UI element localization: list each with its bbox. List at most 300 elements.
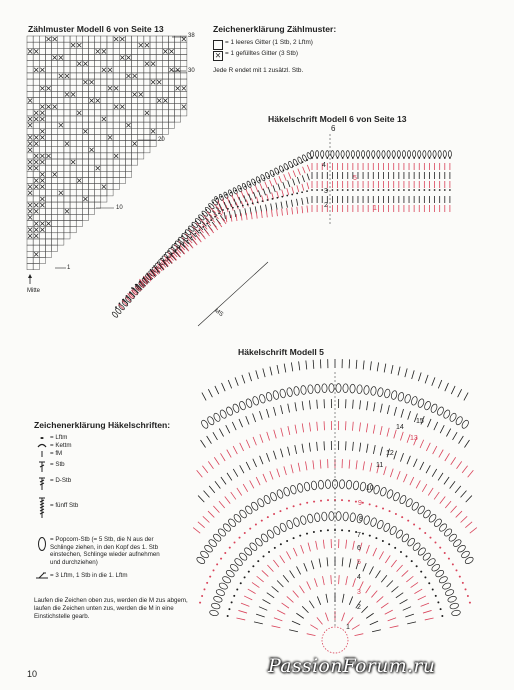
diag5-stitch-ring-7 <box>293 505 295 507</box>
diag5-stitch-ring-3 <box>256 614 265 617</box>
diag5-stitch-ring-9 <box>213 506 219 513</box>
diag5-stitch-ring-10 <box>273 451 276 460</box>
diag5-stitch-ring-8 <box>222 523 232 533</box>
diag5-stitch-ring-11 <box>451 457 456 465</box>
diag5-stitch-ring-7 <box>401 516 403 518</box>
diag5-stitch-ring-2 <box>377 596 384 602</box>
diag5-stitch-ring-10 <box>209 486 215 493</box>
diag5-stitch-ring-13 <box>436 406 444 416</box>
legend-row-stb: = Stb <box>34 461 168 473</box>
grid-row-label-30: 30 <box>188 68 195 74</box>
diag5-stitch-ring-14 <box>363 361 364 370</box>
diag5-stitch-ring-7 <box>206 582 208 584</box>
chain-stitch-icon <box>34 434 50 442</box>
diag5-stitch-ring-12 <box>281 405 283 414</box>
diag5-stitch-ring-13 <box>265 392 272 402</box>
diag5-stitch-ring-4 <box>238 610 247 613</box>
diag5-stitch-ring-7 <box>395 513 397 515</box>
diag5-stitch-ring-11 <box>439 450 443 458</box>
diag5-stitch-ring-11 <box>387 428 389 437</box>
diag5-stitch-ring-1 <box>372 630 381 632</box>
diag5-stitch-ring-13 <box>307 385 313 394</box>
diag5-stitch-ring-7 <box>273 513 275 515</box>
diag5-stitch-ring-12 <box>213 432 218 440</box>
diag5-stitch-ring-5 <box>280 543 282 545</box>
diag5-stitch-ring-6 <box>307 514 314 524</box>
diag5-stitch-ring-2 <box>381 603 388 608</box>
diag5-stitch-ring-6 <box>209 609 219 616</box>
diag5-stitch-ring-1 <box>362 606 368 612</box>
diag5-stitch-ring-6 <box>445 589 455 597</box>
diag5-stitch-ring-5 <box>420 571 422 573</box>
diag5-stitch-ring-12 <box>295 402 296 411</box>
diag5-stitch-ring-9 <box>440 496 445 503</box>
diag5-stitch-ring-13 <box>384 389 391 399</box>
diag5-stitch-ring-14 <box>438 380 441 388</box>
diag5-stitch-ring-3 <box>403 607 411 611</box>
diag5-stitch-ring-11 <box>240 443 244 451</box>
diag5-stitch-ring-4 <box>423 610 432 613</box>
diag5-stitch-ring-13 <box>245 398 253 408</box>
diag5-row-6: 6 <box>357 545 361 552</box>
diag5-stitch-ring-7 <box>229 547 231 549</box>
diag5-stitch-ring-14 <box>398 367 400 376</box>
diag5-stitch-ring-9 <box>219 501 225 508</box>
diag5-stitch-ring-1 <box>370 621 378 625</box>
diag5-stitch-ring-10 <box>204 491 210 498</box>
diag5-stitch-ring-2 <box>346 576 348 585</box>
diag5-stitch-ring-10 <box>366 444 367 453</box>
legend-row-lftm: = Lftm <box>34 434 168 442</box>
diag6-row-2: 2 <box>324 202 328 209</box>
diag5-stitch-ring-4 <box>241 603 249 606</box>
diag5-stitch-ring-10 <box>426 465 430 473</box>
diag5-stitch-ring-1 <box>292 621 300 625</box>
diag5-stitch-ring-10 <box>280 449 282 458</box>
diag5-stitch-ring-14 <box>306 361 307 370</box>
diag5-row-5: 5 <box>357 559 361 566</box>
quintuple-treble-icon <box>34 497 50 519</box>
diag5-stitch-ring-5 <box>327 529 329 531</box>
diag5-stitch-ring-1 <box>309 601 314 609</box>
diag6-ms-label: MS <box>213 307 224 319</box>
diag5-stitch-ring-3 <box>375 571 380 579</box>
diag5-stitch-ring-6 <box>286 520 294 530</box>
diag5-stitch-ring-13 <box>279 389 286 399</box>
diag6-row-3: 3 <box>324 188 328 195</box>
stitch-legend-title: Zeichenerklärung Häkelschriften: <box>34 420 171 430</box>
diag5-stitch-ring-7 <box>467 595 469 597</box>
diag5-stitch-ring-10 <box>407 456 410 464</box>
diag5-stitch-ring-13 <box>293 386 299 395</box>
diag5-stitch-ring-13 <box>404 394 412 404</box>
grid-row-label-38: 38 <box>188 33 195 39</box>
diag5-stitch-ring-3 <box>400 600 408 604</box>
diag5-stitch-ring-14 <box>412 370 415 379</box>
diag5-stitch-ring-9 <box>231 492 236 499</box>
grid-legend-note: Jede R endet mit 1 zusätzl. Stb. <box>213 67 304 74</box>
diag5-stitch-ring-12 <box>232 422 236 430</box>
diag5-stitch-ring-11 <box>426 443 430 451</box>
diag5-stitch-ring-5 <box>252 565 254 567</box>
diag5-stitch-ring-11 <box>433 446 437 454</box>
diag5-stitch-ring-2 <box>371 591 377 598</box>
diag5-stitch-ring-5 <box>432 588 434 590</box>
diag5-stitch-ring-13 <box>343 384 349 393</box>
diag5-stitch-ring-12 <box>374 402 375 411</box>
diag5-stitch-ring-14 <box>208 389 212 397</box>
diag5-stitch-ring-5 <box>441 615 443 617</box>
diag5-stitch-ring-6 <box>376 520 384 530</box>
diag5-stitch-ring-12 <box>440 425 444 433</box>
diag5-stitch-ring-11 <box>220 453 225 461</box>
diag5-stitch-ring-7 <box>213 569 215 571</box>
diag5-stitch-ring-12 <box>394 407 396 416</box>
diag5-stitch-ring-11 <box>373 425 375 434</box>
diag5-stitch-ring-9 <box>203 516 210 522</box>
diag5-stitch-ring-3 <box>381 575 387 582</box>
diag5-stitch-ring-14 <box>464 393 468 401</box>
diag5-stitch-ring-7 <box>216 563 218 565</box>
diag5-stitch-ring-5 <box>228 608 230 610</box>
diag5-stitch-ring-14 <box>284 364 286 373</box>
diag5-stitch-ring-14 <box>249 373 252 382</box>
diag5-stitch-ring-9 <box>237 488 242 496</box>
diag5-stitch-ring-2 <box>385 610 393 614</box>
diag5-stitch-ring-6 <box>211 602 221 609</box>
diag5-stitch-ring-0 <box>325 613 328 621</box>
diag5-stitch-ring-13 <box>315 384 321 393</box>
diag5-stitch-ring-10 <box>380 447 382 456</box>
diag5-stitch-ring-6 <box>329 512 334 521</box>
diag5-stitch-ring-7 <box>286 507 288 509</box>
diag5-row-7: 7 <box>357 532 361 539</box>
diagram6-title: Häkelschrift Modell 6 von Seite 13 <box>268 114 407 124</box>
diag5-stitch-ring-13 <box>370 386 376 395</box>
diag5-stitch-ring-7 <box>419 528 421 530</box>
diag5-stitch-ring-1 <box>326 594 328 603</box>
diag5-stitch-ring-5 <box>313 531 315 533</box>
diag5-stitch-ring-5 <box>268 551 270 553</box>
diag5-stitch-ring-5 <box>231 601 233 603</box>
diag5-stitch-ring-3 <box>363 563 366 571</box>
diag5-stitch-ring-2 <box>287 596 294 602</box>
diag5-stitch-ring-13 <box>329 384 334 393</box>
diag5-stitch-ring-9 <box>397 471 400 479</box>
diag5-stitch-ring-7 <box>459 576 461 578</box>
diag5-stitch-ring-5 <box>388 543 390 545</box>
diag5-stitch-ring-14 <box>405 368 407 377</box>
diag5-stitch-ring-10 <box>444 477 449 484</box>
diag5-stitch-ring-8 <box>212 533 222 543</box>
diag5-stitch-ring-11 <box>400 432 403 441</box>
diag5-stitch-ring-5 <box>428 582 430 584</box>
diag5-stitch-ring-10 <box>240 465 244 473</box>
diag5-stitch-ring-7 <box>306 502 308 504</box>
diag5-stitch-ring-10 <box>233 469 238 477</box>
diag5-stitch-ring-13 <box>363 385 369 394</box>
diag5-stitch-ring-13 <box>225 406 233 416</box>
diag5-stitch-ring-3 <box>349 559 351 568</box>
diag5-stitch-ring-10 <box>420 462 424 470</box>
diag5-stitch-ring-4 <box>425 618 434 620</box>
diag5-stitch-ring-7 <box>320 500 322 502</box>
diag5-stitch-ring-10 <box>253 459 257 467</box>
diag5-stitch-ring-8 <box>438 523 448 533</box>
diagram5-title: Häkelschrift Modell 5 <box>238 347 324 357</box>
popcorn-icon <box>34 536 50 552</box>
legend-row-kettm: = Kettm <box>34 442 168 450</box>
diag5-stitch-ring-3 <box>296 566 300 574</box>
diag5-stitch-ring-11 <box>302 423 303 432</box>
diag5-stitch-ring-9 <box>445 501 451 508</box>
diag5-stitch-ring-11 <box>457 461 462 468</box>
diag5-stitch-ring-7 <box>469 602 471 604</box>
diag5-stitch-ring-4 <box>385 555 390 563</box>
diag5-stitch-ring-9 <box>208 511 214 517</box>
diag5-stitch-ring-0 <box>342 613 345 621</box>
diag5-stitch-ring-10 <box>432 469 437 477</box>
diag5-stitch-ring-10 <box>353 442 354 451</box>
diag5-stitch-ring-4 <box>262 570 269 576</box>
diag5-stitch-ring-14 <box>277 365 279 374</box>
diag5-stitch-ring-5 <box>293 537 295 539</box>
diag5-stitch-ring-6 <box>293 517 301 527</box>
diag5-stitch-ring-6 <box>350 513 356 522</box>
diag5-stitch-ring-7 <box>224 552 226 554</box>
slip-stitch-icon <box>34 442 50 450</box>
diag5-stitch-ring-4 <box>379 551 383 559</box>
diag5-stitch-ring-14 <box>313 360 314 369</box>
diag5-stitch-ring-10 <box>309 443 310 452</box>
diag5-stitch-ring-3 <box>311 560 314 569</box>
diag5-stitch-ring-5 <box>306 533 308 535</box>
diag5-stitch-ring-12 <box>360 400 361 409</box>
diag5-stitch-ring-12 <box>266 409 269 418</box>
diag5-stitch-ring-9 <box>305 461 306 470</box>
diag5-stitch-ring-4 <box>406 576 413 582</box>
diag5-stitch-ring-3 <box>391 586 398 592</box>
diag5-row-13: 13 <box>410 435 418 442</box>
diag5-stitch-ring-9 <box>284 466 287 475</box>
diag5-stitch-ring-8 <box>380 487 388 497</box>
diag5-stitch-ring-5 <box>286 540 288 542</box>
watermark: PassionForum.ru <box>268 655 436 677</box>
diag5-stitch-ring-4 <box>411 582 418 587</box>
diag5-stitch-ring-13 <box>272 390 279 400</box>
diag5-stitch-ring-5 <box>299 535 301 537</box>
diag5-stitch-ring-9 <box>313 460 314 469</box>
diag5-row-9: 9 <box>358 500 362 507</box>
diag5-stitch-ring-12 <box>427 419 431 427</box>
diag5-stitch-ring-10 <box>373 445 375 454</box>
diag5-stitch-ring-12 <box>274 407 276 416</box>
diag5-stitch-ring-14 <box>418 373 421 382</box>
diag5-stitch-ring-13 <box>300 385 306 394</box>
diag5-stitch-ring-12 <box>207 436 212 444</box>
diag5-stitch-ring-8 <box>392 492 400 502</box>
diag5-stitch-ring-5 <box>435 595 437 597</box>
diag5-stitch-ring-5 <box>248 571 250 573</box>
diag5-stitch-ring-0 <box>352 625 360 630</box>
diag5-stitch-ring-7 <box>455 569 457 571</box>
diag5-stitch-ring-4 <box>402 570 409 576</box>
diag5-stitch-ring-12 <box>367 401 368 410</box>
diag5-stitch-ring-6 <box>343 512 349 521</box>
diag5-stitch-ring-11 <box>295 425 297 434</box>
diag5-stitch-ring-9 <box>263 474 267 482</box>
diag5-stitch-ring-9 <box>356 460 357 469</box>
diag5-stitch-ring-10 <box>450 481 455 488</box>
diag5-stitch-ring-12 <box>259 411 262 420</box>
diag5-stitch-ring-6 <box>449 602 459 609</box>
diag5-row-4: 4 <box>357 574 361 581</box>
diag5-stitch-ring-14 <box>432 377 435 385</box>
diag5-stitch-ring-13 <box>350 384 356 393</box>
diag5-stitch-ring-8 <box>386 489 394 499</box>
diag5-stitch-ring-7 <box>203 588 205 590</box>
diag5-stitch-ring-13 <box>286 387 293 397</box>
diag5-stitch-ring-8 <box>448 533 458 543</box>
diag5-stitch-ring-9 <box>470 528 477 534</box>
diag5-stitch-ring-4 <box>236 618 245 620</box>
diag5-stitch-ring-4 <box>252 582 259 587</box>
diag5-stitch-ring-12 <box>302 401 303 410</box>
diag5-row-12: 12 <box>386 450 394 457</box>
diag5-stitch-ring-10 <box>266 453 269 461</box>
diag5-stitch-ring-13 <box>424 401 432 411</box>
diag5-stitch-ring-11 <box>253 437 256 445</box>
diag5-stitch-ring-2 <box>331 575 332 584</box>
diag5-stitch-ring-9 <box>403 474 407 482</box>
diag5-stitch-ring-5 <box>244 576 246 578</box>
diag5-stitch-ring-14 <box>270 367 272 376</box>
diag5-stitch-ring-5 <box>382 540 384 542</box>
diag5-stitch-ring-8 <box>297 483 304 493</box>
diag5-stitch-ring-9 <box>225 496 230 503</box>
diag5-stitch-ring-9 <box>461 516 468 522</box>
diag5-stitch-ring-7 <box>199 602 201 604</box>
diag5-stitch-ring-14 <box>425 375 428 383</box>
diag5-stitch-ring-8 <box>227 518 237 528</box>
diag5-stitch-ring-5 <box>227 615 229 617</box>
diag5-stitch-ring-1 <box>289 630 298 632</box>
diag5-stitch-ring-9 <box>270 471 273 479</box>
diag5-stitch-ring-8 <box>373 485 380 495</box>
diag5-stitch-ring-2 <box>339 575 340 584</box>
stitch-legend-footnote: Laufen die Zeichen oben zus, werden die M zus abgem, laufen die Zeichen unten zus, werden die M in eine Einstichstelle gearb. <box>34 597 188 620</box>
diag5-stitch-ring-3 <box>407 622 416 624</box>
diag5-stitch-ring-0 <box>307 634 316 636</box>
diag5-stitch-ring-2 <box>388 618 396 621</box>
diag5-stitch-ring-9 <box>384 466 387 475</box>
diag5-stitch-ring-3 <box>405 614 414 617</box>
diag5-stitch-ring-11 <box>394 430 397 439</box>
diag5-stitch-ring-13 <box>322 384 328 393</box>
diag5-stitch-ring-13 <box>417 398 425 408</box>
diag5-stitch-ring-7 <box>362 502 364 504</box>
diag5-stitch-ring-7 <box>261 520 263 522</box>
diag5-stitch-ring-5 <box>394 547 396 549</box>
diag5-stitch-ring-4 <box>301 545 304 553</box>
diag5-stitch-ring-9 <box>434 492 439 499</box>
diag5-stitch-ring-10 <box>288 447 290 456</box>
diag5-stitch-ring-11 <box>233 446 237 454</box>
diag5-stitch-ring-3 <box>396 593 403 598</box>
diag5-stitch-ring-8 <box>283 487 291 497</box>
diag5-stitch-ring-2 <box>274 618 282 621</box>
diag5-stitch-ring-8 <box>269 492 277 502</box>
diag5-stitch-ring-10 <box>413 459 417 467</box>
diag5-stitch-ring-11 <box>420 440 424 448</box>
diag5-stitch-ring-4 <box>391 560 396 567</box>
diag5-stitch-ring-14 <box>370 361 371 370</box>
diag5-stitch-ring-7 <box>355 501 357 503</box>
diag5-stitch-ring-9 <box>193 528 200 534</box>
diag5-stitch-ring-12 <box>446 429 450 437</box>
diag5-stitch-ring-4 <box>397 565 403 572</box>
diag5-stitch-ring-14 <box>458 389 462 397</box>
diag5-stitch-ring-9 <box>198 522 205 528</box>
diag5-stitch-ring-11 <box>288 426 290 435</box>
diag5-stitch-ring-2 <box>272 626 281 628</box>
diag5-stitch-ring-9 <box>256 477 260 485</box>
diag5-stitch-ring-9 <box>363 461 364 470</box>
diag5-stitch-ring-4 <box>267 565 273 572</box>
diag5-stitch-ring-6 <box>336 512 341 521</box>
diag5-stitch-ring-5 <box>375 537 377 539</box>
diag5-stitch-ring-7 <box>452 563 454 565</box>
diag5-stitch-ring-5 <box>233 595 235 597</box>
diag5-stitch-ring-7 <box>255 523 257 525</box>
diag5-stitch-ring-11 <box>380 426 382 435</box>
legend-row-dstb: = D-Stb <box>34 477 168 491</box>
diag5-stitch-ring-11 <box>309 422 310 431</box>
diag5-stitch-ring-13 <box>410 396 418 406</box>
diag5-stitch-ring-9 <box>370 463 372 472</box>
diag5-stitch-ring-11 <box>197 470 203 477</box>
diag5-stitch-ring-5 <box>262 555 264 557</box>
diag6-row-6: 6 <box>331 124 336 133</box>
diag5-row-14: 14 <box>396 424 404 431</box>
diag5-stitch-ring-14 <box>356 360 357 369</box>
diag5-stitch-ring-14 <box>291 362 292 371</box>
diag5-stitch-ring-10 <box>466 496 472 503</box>
diag5-stitch-ring-14 <box>222 383 226 391</box>
diag5-stitch-ring-10 <box>227 473 232 481</box>
diag5-stitch-ring-7 <box>389 510 391 512</box>
diag5-stitch-ring-13 <box>391 390 398 400</box>
diag5-stitch-ring-9 <box>410 477 414 485</box>
diag5-stitch-ring-1 <box>366 613 373 618</box>
diag5-stitch-ring-7 <box>407 520 409 522</box>
diag5-stitch-ring-7 <box>244 532 246 534</box>
diag5-stitch-ring-4 <box>273 560 278 567</box>
grid-row-label-10: 10 <box>116 205 123 211</box>
diag5-stitch-ring-9 <box>250 480 254 488</box>
diag5-stitch-ring-5 <box>400 551 402 553</box>
diag5-stitch-ring-9 <box>390 469 393 478</box>
diag5-stitch-ring-13 <box>232 403 240 413</box>
diag5-stitch-ring-13 <box>357 385 363 394</box>
diag5-stitch-ring-5 <box>424 576 426 578</box>
diag5-stitch-ring-14 <box>256 370 259 379</box>
diag5-stitch-ring-9 <box>422 484 427 492</box>
diag5-stitch-ring-7 <box>341 499 343 501</box>
diag5-stitch-ring-5 <box>362 533 364 535</box>
diag5-stitch-ring-6 <box>417 547 427 557</box>
diag5-stitch-ring-7 <box>375 505 377 507</box>
